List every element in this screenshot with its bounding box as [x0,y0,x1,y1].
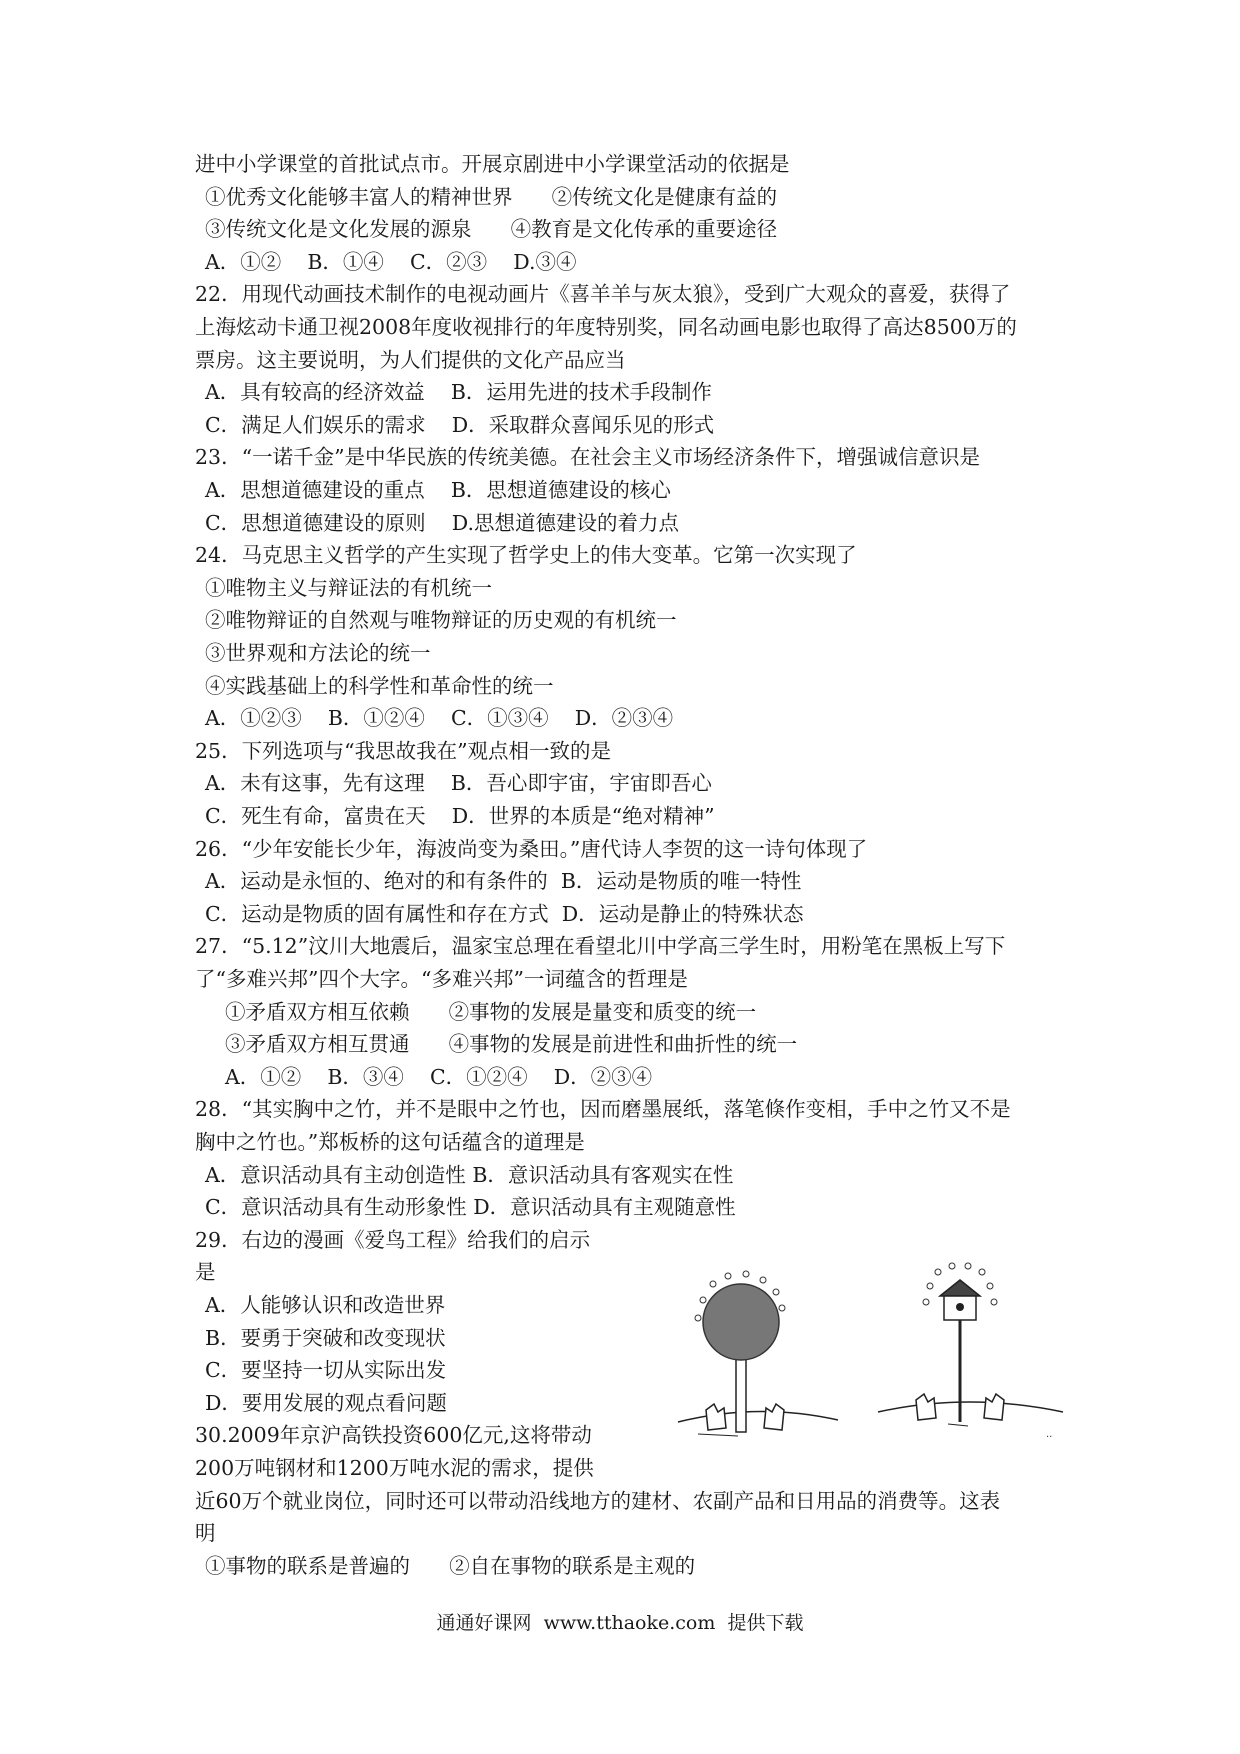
text-line: 28．“其实胸中之竹，并不是眼中之竹也，因而磨墨展纸，落笔倏作变相，手中之竹又不是 [195,1097,1011,1121]
text-line: A．①②③ B．①②④ C．①③④ D．②③④ [205,706,674,730]
text-line: ①矛盾双方相互依赖 ②事物的发展是量变和质变的统一 [225,1000,757,1024]
text-line: 27．“5.12”汶川大地震后，温家宝总理在看望北川中学高三学生时，用粉笔在黑板上写下 [195,934,1006,958]
text-line: D．要用发展的观点看问题 [205,1391,447,1415]
text-line: ①优秀文化能够丰富人的精神世界 ②传统文化是健康有益的 [205,185,778,209]
text-line: 23．“一诺千金”是中华民族的传统美德。在社会主义市场经济条件下，增强诚信意识是 [195,445,981,469]
text-line: ④实践基础上的科学性和革命性的统一 [205,674,554,698]
text-line: A．思想道德建设的重点 B．思想道德建设的核心 [205,478,671,502]
text-line: B．要勇于突破和改变现状 [205,1326,446,1350]
text-line: ①唯物主义与辩证法的有机统一 [205,576,492,600]
text-line: ③传统文化是文化发展的源泉 ④教育是文化传承的重要途径 [205,217,778,241]
text-line: 是 [195,1260,216,1284]
text-line: C．思想道德建设的原则 D.思想道德建设的着力点 [205,511,679,535]
text-line: C．满足人们娱乐的需求 D．采取群众喜闻乐见的形式 [205,413,715,437]
text-line: A．意识活动具有主动创造性 B．意识活动具有客观实在性 [205,1163,734,1187]
text-line: C．运动是物质的固有属性和存在方式 D．运动是静止的特殊状态 [205,902,804,926]
text-line: 22．用现代动画技术制作的电视动画片《喜羊羊与灰太狼》，受到广大观众的喜爱，获得了 [195,282,1011,306]
text-line: 明 [195,1521,216,1545]
text-line: ①事物的联系是普遍的 ②自在事物的联系是主观的 [205,1554,696,1578]
text-line: 30.2009年京沪高铁投资600亿元,这将带动 [195,1423,592,1447]
text-line: C．要坚持一切从实际出发 [205,1358,447,1382]
text-line: 了“多难兴邦”四个大字。“多难兴邦”一词蕴含的哲理是 [195,967,688,991]
text-line: A．①② B．①④ C．②③ D.③④ [205,250,577,274]
text-line: A．运动是永恒的、绝对的和有条件的 B．运动是物质的唯一特性 [205,869,802,893]
text-line: C．意识活动具有生动形象性 D．意识活动具有主观随意性 [205,1195,736,1219]
text-line: 票房。这主要说明，为人们提供的文化产品应当 [195,348,626,372]
text-line: 29．右边的漫画《爱鸟工程》给我们的启示 [195,1228,591,1252]
text-line: A．具有较高的经济效益 B．运用先进的技术手段制作 [205,380,712,404]
text-line: 上海炫动卡通卫视2008年度收视排行的年度特别奖，同名动画电影也取得了高达8500万的 [195,315,1017,339]
text-line: 24．马克思主义哲学的产生实现了哲学史上的伟大变革。它第一次实现了 [195,543,857,567]
text-line: ③矛盾双方相互贯通 ④事物的发展是前进性和曲折性的统一 [225,1032,798,1056]
text-line: 胸中之竹也。”郑板桥的这句话蕴含的道理是 [195,1130,585,1154]
text-line: A．人能够认识和改造世界 [205,1293,446,1317]
text-line: 进中小学课堂的首批试点市。开展京剧进中小学课堂活动的依据是 [195,152,790,176]
svg-text:··: ·· [1046,1432,1053,1443]
text-line: 26．“少年安能长少年，海波尚变为桑田。”唐代诗人李贺的这一诗句体现了 [195,837,868,861]
bird-house-cartoon-icon [668,1262,1068,1472]
text-line: A．①② B．③④ C．①②④ D．②③④ [225,1065,653,1089]
footer-credit: 通通好课网 www.tthaoke.com 提供下载 [436,1612,804,1634]
text-line: ②唯物辩证的自然观与唯物辩证的历史观的有机统一 [205,608,677,632]
text-line: A．未有这事，先有这理 B．吾心即宇宙，宇宙即吾心 [205,771,712,795]
text-line: C．死生有命，富贵在天 D．世界的本质是“绝对精神” [205,804,715,828]
text-line: 200万吨钢材和1200万吨水泥的需求，提供 [195,1456,594,1480]
text-line: 近60万个就业岗位，同时还可以带动沿线地方的建材、农副产品和日用品的消费等。这表 [195,1489,1001,1513]
text-line: ③世界观和方法论的统一 [205,641,431,665]
text-line: 25．下列选项与“我思故我在”观点相一致的是 [195,739,612,763]
